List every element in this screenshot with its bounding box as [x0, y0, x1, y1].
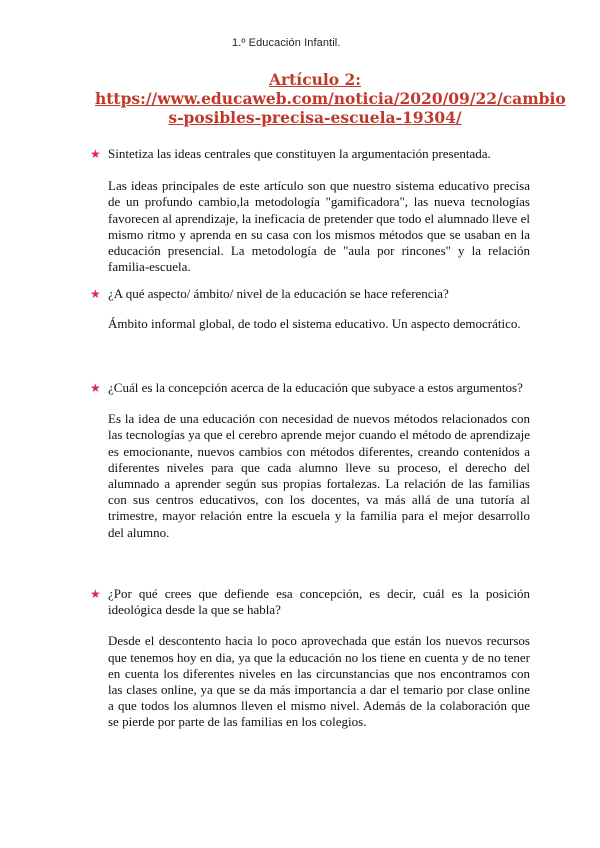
- answer-4: Desde el descontento hacia lo poco aprovechada que están los nuevos recursos que tenemos hoy en dia, ya que la educación no los tiene en cuenta y de no tener en cuenta los diferentes niveles en las circunstancias que nos encontramos con las clases online, ya que se da más importancia a dar el temario por clase online a que todos los alumnos lleven el mismo nivel. Además de la colaboración que se pierde por parte de las familias en los colegios.: [108, 633, 530, 730]
- question-3-text: ¿Cuál es la concepción acerca de la educación que subyace a estos argumentos?: [108, 380, 523, 395]
- answer-1: Las ideas principales de este artículo son que nuestro sistema educativo precisa de un profundo cambio,la metodología "gamificadora", las nueva tecnologías favorecen al aprendizaje, la ineficacia de pretender que todo el alumnado lleve el mismo ritmo y aprenda en su casa con los mismos métodos que se usaban en la educación presencial. La metodología de "aula por rincones" y la relación familia-escuela.: [108, 178, 530, 275]
- question-1-text: Sintetiza las ideas centrales que constituyen la argumentación presentada.: [108, 146, 491, 161]
- section-2: [90, 286, 530, 332]
- answer-3: Es la idea de una educación con necesidad de nuevos métodos relacionados con las tecnologías ya que el cerebro aprende mejor cuando el método de aprendizaje es emocionante, nuevos cambios con métodos diferentes, creando contenidos a diferentes niveles para que cada alumno lleve su proceso, el derecho del alumnado a aprender según sus propias fortalezas. La relación de las familias con sus centros educativos, con los docentes, va más allá de una tutoría al trimestre, mayor relación entre la escuela y la familia para el mejor desarrollo del alumno.: [108, 411, 530, 540]
- article-title-block: [95, 70, 566, 127]
- answer-2: Ámbito informal global, de todo el sistema educativo. Un aspecto democrático.: [108, 316, 521, 332]
- article-url-line-2[interactable]: s-posibles-precisa-escuela-19304/: [168, 108, 462, 127]
- article-heading: Artículo 2:: [268, 70, 362, 89]
- question-2: [90, 286, 530, 302]
- star-icon: ★: [90, 147, 101, 161]
- question-2-text: ¿A qué aspecto/ ámbito/ nivel de la educación se hace referencia?: [108, 286, 449, 301]
- page-header: 1.º Educación Infantil.: [232, 37, 341, 49]
- article-url-line-1[interactable]: https://www.educaweb.com/noticia/2020/09/22/cambio: [95, 89, 566, 108]
- question-4: [90, 586, 530, 618]
- section-3: [90, 380, 530, 541]
- star-icon: ★: [90, 381, 101, 395]
- section-4: [90, 586, 530, 731]
- question-4-text: ¿Por qué crees que defiende esa concepción, es decir, cuál es la posición ideológica desde la que se habla?: [108, 586, 530, 618]
- question-1: [90, 146, 530, 162]
- star-icon: ★: [90, 287, 101, 301]
- section-1: [90, 146, 530, 275]
- question-3: [90, 380, 530, 396]
- star-icon: ★: [90, 587, 101, 601]
